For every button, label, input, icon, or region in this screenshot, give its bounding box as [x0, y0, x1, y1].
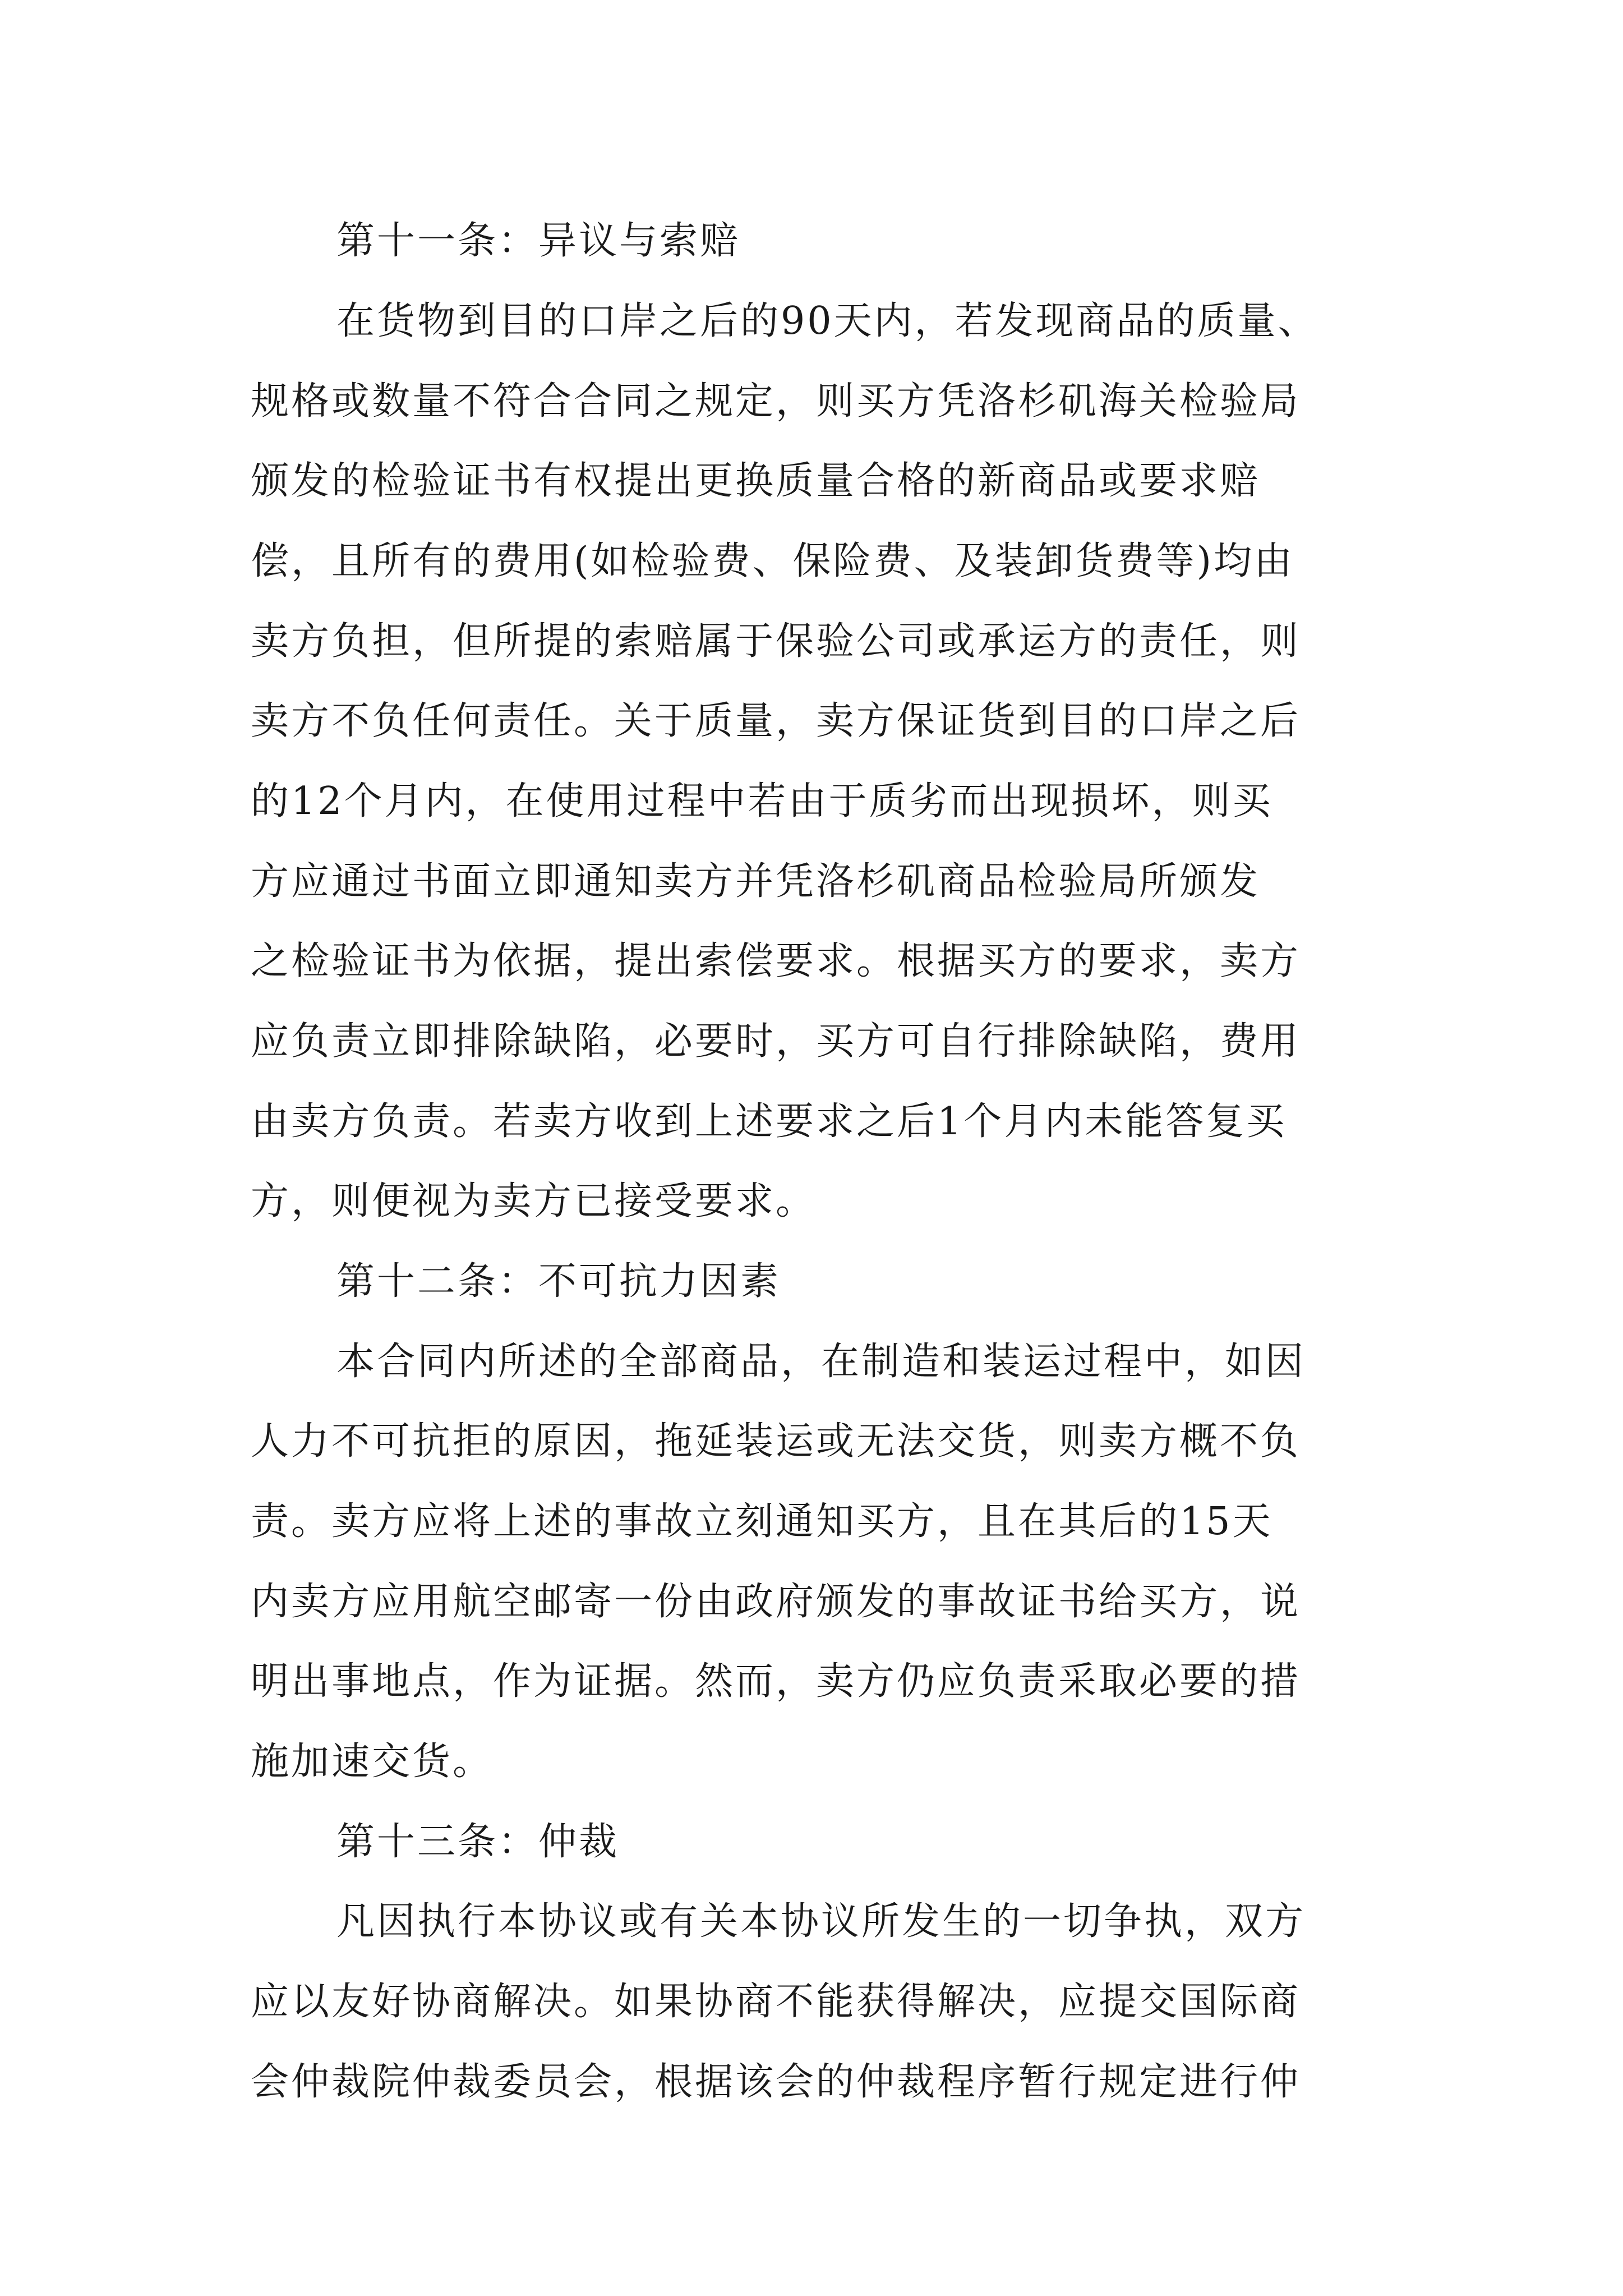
paragraph-line: 责。卖方应将上述的事故立刻通知买方，且在其后的15天 — [251, 1499, 1273, 1544]
paragraph-line: 的12个月内，在使用过程中若由于质劣而出现损坏，则买 — [251, 779, 1273, 823]
paragraph-line: 卖方不负任何责任。关于质量，卖方保证货到目的口岸之后 — [251, 699, 1301, 743]
paragraph-line: 本合同内所述的全部商品，在制造和装运过程中，如因 — [336, 1340, 1306, 1384]
paragraph-line: 施加速交货。 — [251, 1740, 494, 1784]
paragraph-line: 方应通过书面立即通知卖方并凭洛杉矶商品检验局所颁发 — [251, 859, 1261, 904]
paragraph-line: 卖方负担，但所提的索赔属于保验公司或承运方的责任，则 — [251, 619, 1301, 664]
section-heading-13: 第十三条：仲裁 — [336, 1820, 620, 1864]
paragraph-line: 内卖方应用航空邮寄一份由政府颁发的事故证书给买方，说 — [251, 1580, 1301, 1624]
paragraph-line: 规格或数量不符合合同之规定，则买方凭洛杉矶海关检验局 — [251, 379, 1301, 424]
paragraph-line: 由卖方负责。若卖方收到上述要求之后1个月内未能答复买 — [251, 1099, 1287, 1144]
section-heading-11: 第十一条：异议与索赔 — [336, 219, 741, 263]
paragraph-line: 凡因执行本协议或有关本协议所发生的一切争执，双方 — [336, 1899, 1306, 1944]
paragraph-line: 应以友好协商解决。如果协商不能获得解决，应提交国际商 — [251, 1980, 1301, 2024]
paragraph-line: 人力不可抗拒的原因，拖延装运或无法交货，则卖方概不负 — [251, 1419, 1301, 1464]
paragraph-line: 会仲裁院仲裁委员会，根据该会的仲裁程序暂行规定进行仲 — [251, 2060, 1301, 2104]
paragraph-line: 颁发的检验证书有权提出更换质量合格的新商品或要求赔 — [251, 459, 1261, 503]
section-heading-12: 第十二条：不可抗力因素 — [336, 1259, 781, 1304]
paragraph-line: 之检验证书为依据，提出索偿要求。根据买方的要求，卖方 — [251, 939, 1301, 983]
paragraph-line: 明出事地点，作为证据。然而，卖方仍应负责采取必要的措 — [251, 1659, 1301, 1704]
paragraph-line: 方，则便视为卖方已接受要求。 — [251, 1179, 817, 1223]
paragraph-line: 应负责立即排除缺陷，必要时，买方可自行排除缺陷，费用 — [251, 1019, 1301, 1064]
paragraph-line: 偿，且所有的费用(如检验费、保险费、及装卸货费等)均由 — [251, 539, 1295, 583]
paragraph-line: 在货物到目的口岸之后的90天内，若发现商品的质量、 — [336, 299, 1318, 343]
